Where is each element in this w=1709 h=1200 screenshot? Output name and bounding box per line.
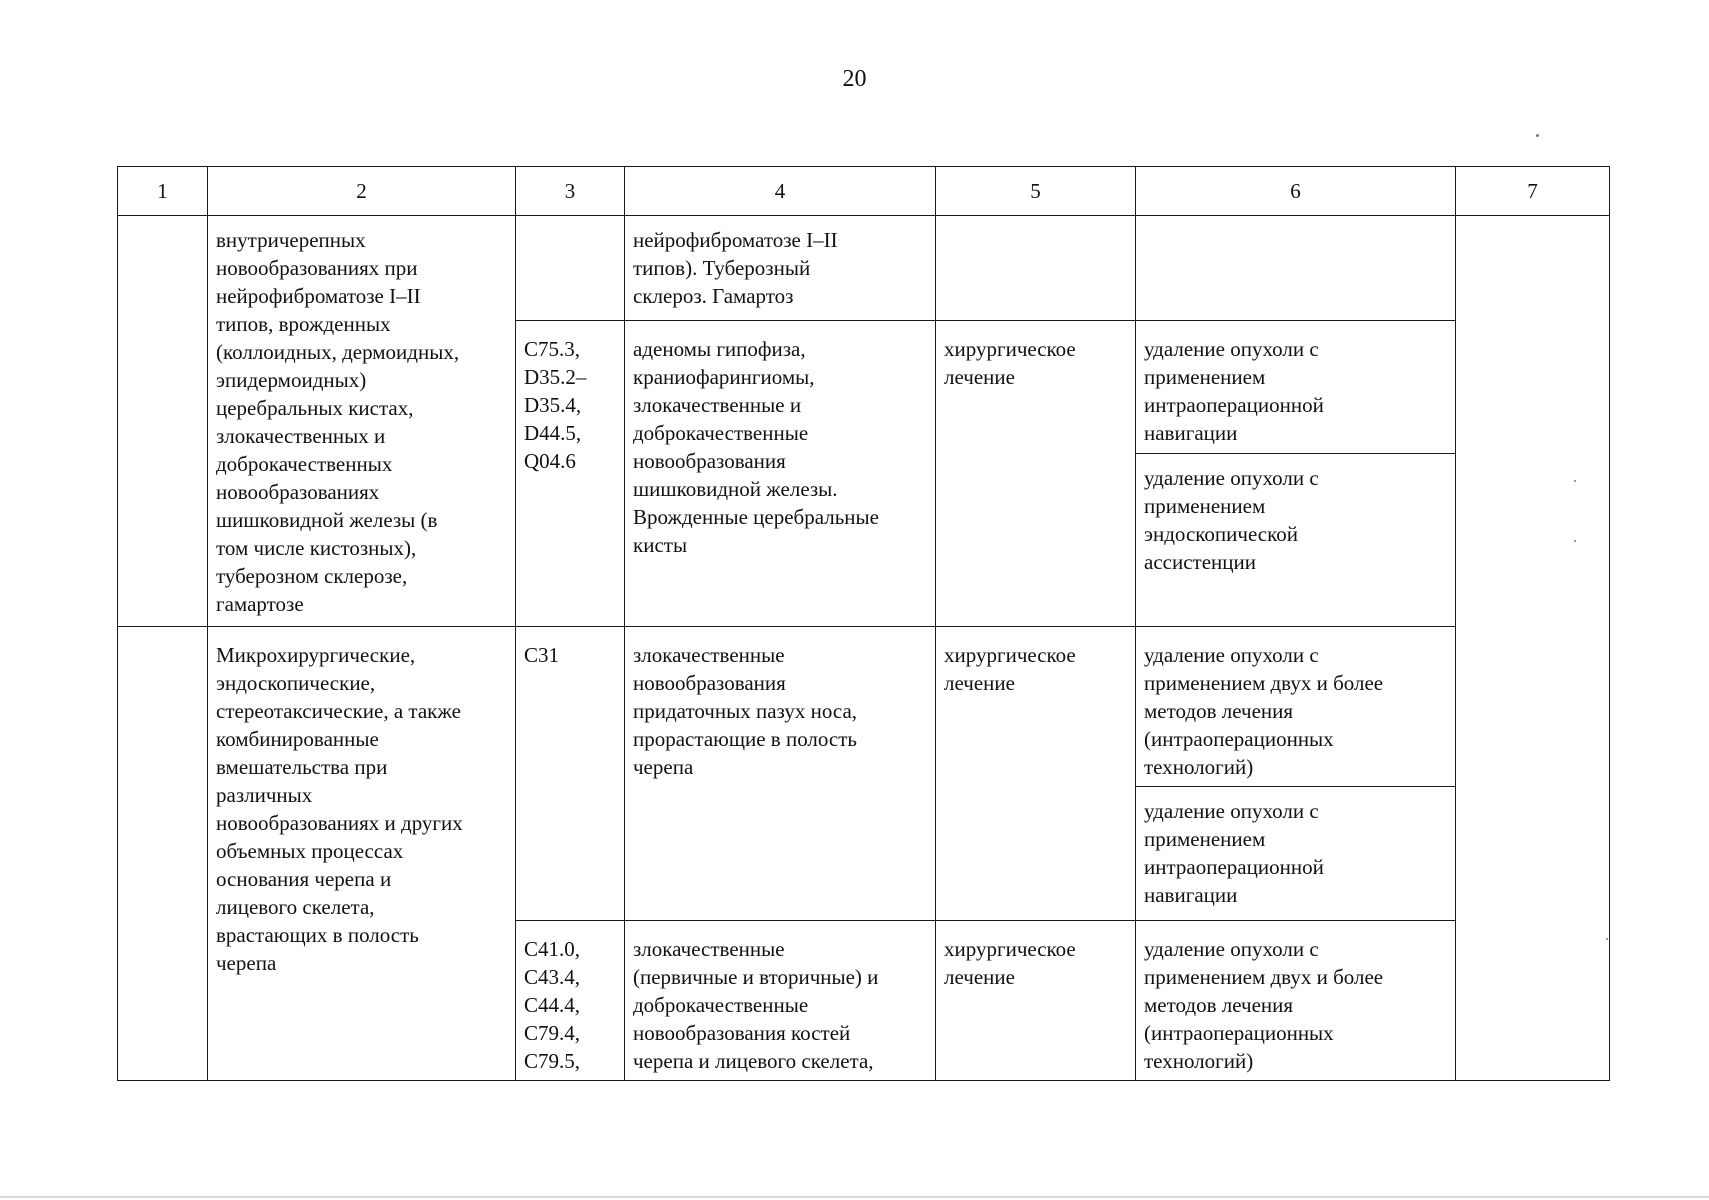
- cell-model: злокачественные новообразования придаточных пазух носа, прорастающие в полость черепа: [625, 627, 936, 921]
- cell-number-empty: [118, 216, 208, 627]
- header-col-1: 1: [118, 167, 208, 216]
- header-col-3: 3: [516, 167, 625, 216]
- cell-number-empty: [118, 627, 208, 1081]
- header-col-4: 4: [625, 167, 936, 216]
- cell-intervention: Микрохирургические, эндоскопические, стереотаксические, а также комбинированные вмешательства при различных новообразованиях и других объемных процессах основания черепа и лицевого скелета, врастающих в полость черепа: [208, 627, 516, 1081]
- table-row: [118, 627, 1610, 787]
- cell-model: аденомы гипофиза, краниофарингиомы, злокачественные и доброкачественные новообразования шишковидной железы. Врожденные церебральные кисты: [625, 321, 936, 627]
- cell-treatment: хирургическое лечение: [936, 627, 1136, 921]
- page-number: 20: [842, 66, 867, 92]
- cell-codes: C31: [516, 627, 625, 921]
- cell-method: удаление опухоли с применением эндоскопической ассистенции: [1136, 454, 1456, 627]
- cell-model-continued: нейрофиброматозе I–II типов). Туберозный склероз. Гамартоз: [625, 216, 936, 321]
- scan-speck: [1574, 540, 1576, 542]
- scan-edge: [0, 1196, 1709, 1198]
- cell-codes: C75.3, D35.2– D35.4, D44.5, Q04.6: [516, 321, 625, 627]
- cell-codes-empty: [516, 216, 625, 321]
- header-row: [118, 167, 1610, 216]
- header-col-6: 6: [1136, 167, 1456, 216]
- cell-method-empty: [1136, 216, 1456, 321]
- header-col-5: 5: [936, 167, 1136, 216]
- cell-treatment: хирургическое лечение: [936, 921, 1136, 1081]
- header-col-2: 2: [208, 167, 516, 216]
- cell-method: удаление опухоли с применением интраоперационной навигации: [1136, 321, 1456, 454]
- cell-method: удаление опухоли с применением двух и более методов лечения (интраоперационных технологий): [1136, 627, 1456, 787]
- cell-model: злокачественные (первичные и вторичные) и доброкачественные новообразования костей черепа и лицевого скелета,: [625, 921, 936, 1081]
- cell-treatment: хирургическое лечение: [936, 321, 1136, 627]
- cell-method: удаление опухоли с применением двух и более методов лечения (интраоперационных технологий): [1136, 921, 1456, 1081]
- treatment-table: [117, 166, 1610, 1081]
- table-row: [118, 216, 1610, 321]
- cell-treatment-empty: [936, 216, 1136, 321]
- cell-method: удаление опухоли с применением интраоперационной навигации: [1136, 787, 1456, 921]
- cell-codes: C41.0, C43.4, C44.4, C79.4, C79.5,: [516, 921, 625, 1081]
- cell-col7: [1456, 216, 1610, 1081]
- cell-intervention-continued: внутричерепных новообразованиях при нейрофиброматозе I–II типов, врожденных (коллоидных, дермоидных, эпидермоидных) церебральных кистах, злокачественных и доброкачественных новообразованиях шишковидной железы (в том числе кистозных), туберозном склерозе, гамартозе: [208, 216, 516, 627]
- scan-speck: [1606, 938, 1608, 940]
- scan-speck: [1574, 480, 1576, 482]
- scan-speck: [1536, 134, 1539, 137]
- header-col-7: 7: [1456, 167, 1610, 216]
